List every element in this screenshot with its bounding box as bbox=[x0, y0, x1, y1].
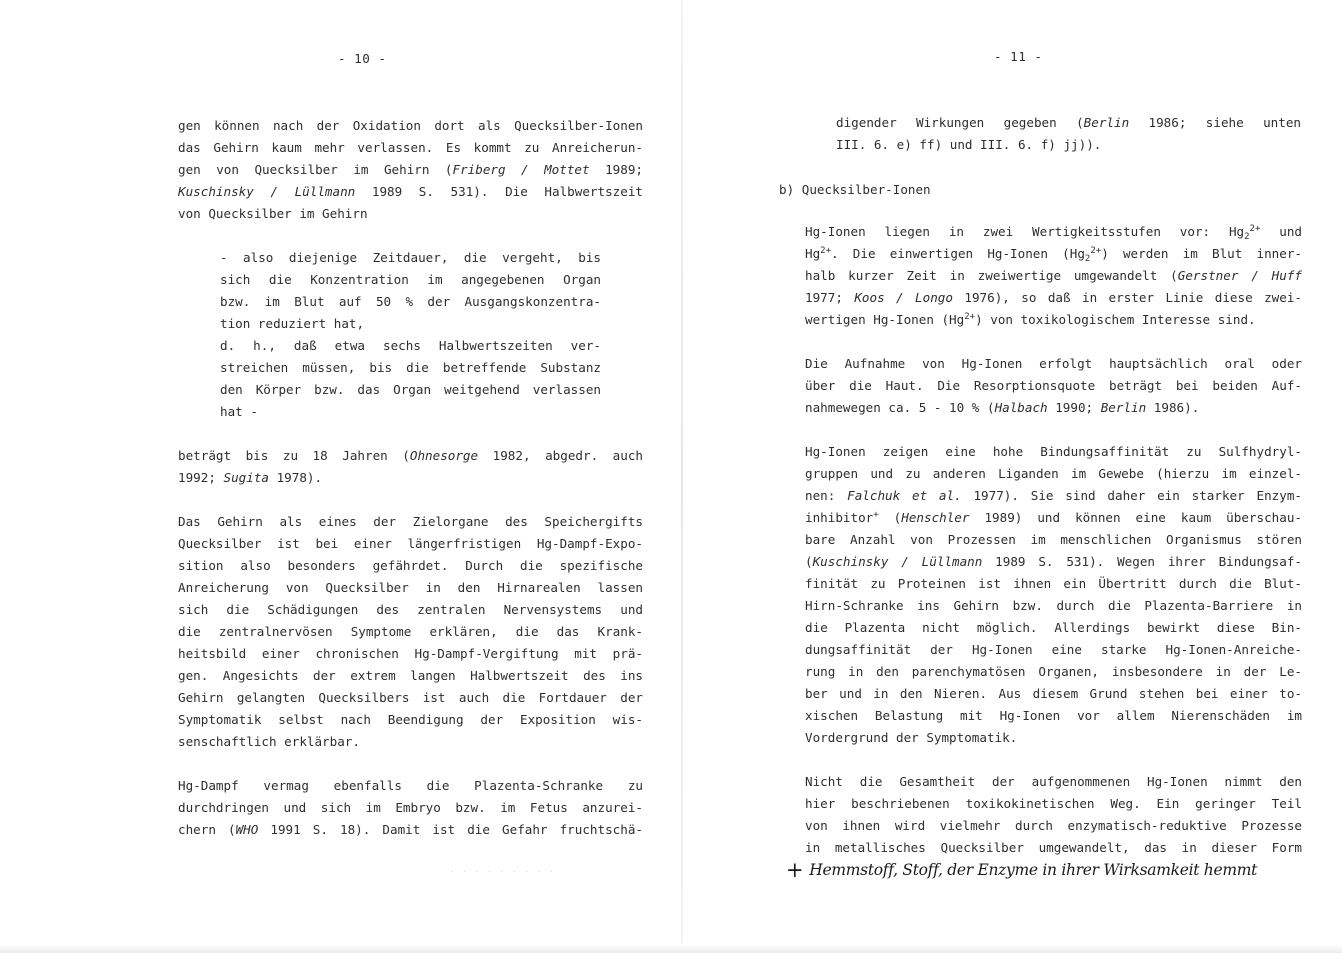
text-line: Kuschinsky / Lüllmann 1989 S. 531). Die Halbwertszeit bbox=[178, 184, 643, 199]
text-line: hier beschriebenen toxikokinetischen Weg. Ein geringer Teil bbox=[805, 796, 1302, 811]
text-line: tion reduziert hat, bbox=[220, 316, 365, 331]
text-line: gen. Angesichts der extrem langen Halbwertszeit des ins bbox=[178, 668, 643, 683]
text-line: nahmewegen ca. 5 - 10 % (Halbach 1990; Berlin 1986). bbox=[805, 400, 1200, 415]
text-line: inhibitor+ (Henschler 1989) und können eine kaum überschau- bbox=[805, 510, 1302, 525]
text-line: digender Wirkungen gegeben (Berlin 1986; siehe unten bbox=[836, 115, 1301, 130]
text-line: streichen müssen, bis die betreffende Substanz bbox=[220, 360, 601, 375]
text-line: sich die Schädigungen des zentralen Nervensystems und bbox=[178, 602, 643, 617]
text-line: bare Anzahl von Prozessen im menschlichen Organismus stören bbox=[805, 532, 1302, 547]
text-line: hat - bbox=[220, 404, 258, 419]
text-line: beträgt bis zu 18 Jahren (Ohnesorge 1982, abgedr. auch bbox=[178, 448, 643, 463]
text-line: III. 6. e) ff) und III. 6. f) jj)). bbox=[836, 137, 1102, 152]
text-line: halb kurzer Zeit in zweiwertige umgewandelt (Gerstner / Huff bbox=[805, 268, 1302, 283]
text-line: wertigen Hg-Ionen $(Hg^{2+})$ von toxikologischem Interesse sind. bbox=[805, 312, 1256, 327]
text-line: Quecksilber ist bei einer längerfristigen Hg-Dampf-Expo- bbox=[178, 536, 643, 551]
text-line: (Kuschinsky / Lüllmann 1989 S. 531). Wegen ihrer Bindungsaf- bbox=[805, 554, 1302, 569]
paragraph-2 bbox=[805, 353, 1302, 419]
left-page-text bbox=[178, 115, 643, 841]
block-quote bbox=[220, 247, 601, 423]
text-line: Hg-Ionen liegen in zwei Wertigkeitsstufen vor: $Hg_2^{2+}$ und bbox=[805, 224, 1302, 242]
paragraph-3 bbox=[805, 441, 1302, 749]
text-line: 1992; Sugita 1978). bbox=[178, 470, 323, 485]
section-heading-wrap bbox=[779, 179, 1179, 201]
right-page-text bbox=[805, 221, 1302, 859]
paragraph-1 bbox=[178, 115, 643, 225]
text-line: Gehirn gelangten Quecksilbers ist auch die Fortdauer der bbox=[178, 690, 643, 705]
page-gutter bbox=[681, 0, 683, 953]
text-line: über die Haut. Die Resorptionsquote beträgt bei beiden Auf- bbox=[805, 378, 1302, 393]
text-line: Hg-Dampf vermag ebenfalls die Plazenta-Schranke zu bbox=[178, 778, 643, 793]
text-line: $Hg^{2+}$. Die einwertigen Hg-Ionen $(Hg_2^{2+})$ werden im Blut inner- bbox=[805, 246, 1303, 264]
text-line: gen können nach der Oxidation dort als Quecksilber-Ionen bbox=[178, 118, 643, 133]
text-line: das Gehirn kaum mehr verlassen. Es kommt zu Anreicherun- bbox=[178, 140, 643, 155]
faint-bleed-through: · · · · · · · · · bbox=[450, 868, 556, 876]
text-line: chern (WHO 1991 S. 18). Damit ist die Gefahr fruchtschä- bbox=[178, 822, 643, 837]
continued-text bbox=[836, 112, 1301, 156]
text-line: gen von Quecksilber im Gehirn (Friberg / Mottet 1989; bbox=[178, 162, 643, 177]
text-line: in metallisches Quecksilber umgewandelt, das in dieser Form bbox=[805, 840, 1302, 855]
handwritten-note: Hemmstoff, Stoff, der Enzyme in ihrer Wirksamkeit hemmt bbox=[809, 861, 1258, 879]
scan-bottom-edge bbox=[0, 944, 1342, 953]
text-line: Vordergrund der Symptomatik. bbox=[805, 730, 1018, 745]
text-line: - also diejenige Zeitdauer, die vergeht, bis bbox=[220, 250, 601, 265]
text-line: finität zu Proteinen ist ihnen ein Übertritt durch die Blut- bbox=[805, 576, 1302, 591]
text-line: von Quecksilber im Gehirn bbox=[178, 206, 368, 221]
text-line: die Plazenta nicht möglich. Allerdings bewirkt diese Bin- bbox=[805, 620, 1302, 635]
text-line: xischen Belastung mit Hg-Ionen vor allem Nierenschäden im bbox=[805, 708, 1302, 723]
page-number-right: - 11 - bbox=[994, 49, 1043, 64]
text-line: dungsaffinität der Hg-Ionen eine starke Hg-Ionen-Anreiche- bbox=[805, 642, 1302, 657]
text-line: sition also besonders gefährdet. Durch die spezifische bbox=[178, 558, 643, 573]
text-line: Hg-Ionen zeigen eine hohe Bindungsaffinität zu Sulfhydryl- bbox=[805, 444, 1302, 459]
page-number-left: - 10 - bbox=[338, 51, 387, 66]
text-line: heitsbild einer chronischen Hg-Dampf-Vergiftung mit prä- bbox=[178, 646, 643, 661]
text-line: gruppen und zu anderen Liganden im Gewebe (hierzu im einzel- bbox=[805, 466, 1302, 481]
text-line: bzw. im Blut auf 50 % der Ausgangskonzentra- bbox=[220, 294, 601, 309]
text-line: senschaftlich erklärbar. bbox=[178, 734, 360, 749]
paragraph-1 bbox=[805, 221, 1302, 331]
text-line: sich die Konzentration im angegebenen Organ bbox=[220, 272, 601, 287]
paragraph-2 bbox=[178, 445, 643, 489]
text-line: die zentralnervösen Symptome erklären, die das Krank- bbox=[178, 624, 643, 639]
text-line: Das Gehirn als eines der Zielorgane des Speichergifts bbox=[178, 514, 643, 529]
handwritten-plus-mark: + bbox=[786, 858, 804, 882]
text-line: nen: Falchuk et al. 1977). Sie sind daher ein starker Enzym- bbox=[805, 488, 1302, 503]
paragraph-3 bbox=[178, 511, 643, 753]
text-line: Hirn-Schranke ins Gehirn bzw. durch die Plazenta-Barriere in bbox=[805, 598, 1302, 613]
text-line: rung in den parenchymatösen Organen, insbesondere in der Le- bbox=[805, 664, 1302, 679]
paragraph-4 bbox=[805, 771, 1302, 859]
text-line: Anreicherung von Quecksilber in den Hirnarealen lassen bbox=[178, 580, 643, 595]
paragraph-4 bbox=[178, 775, 643, 841]
text-line: ber und in den Nieren. Aus diesem Grund stehen bei einer to- bbox=[805, 686, 1302, 701]
text-line: durchdringen und sich im Embryo bzw. im Fetus anzurei- bbox=[178, 800, 643, 815]
section-heading: b) Quecksilber-Ionen bbox=[779, 182, 931, 197]
text-line: Nicht die Gesamtheit der aufgenommenen Hg-Ionen nimmt den bbox=[805, 774, 1302, 789]
text-line: von ihnen wird vielmehr durch enzymatisch-reduktive Prozesse bbox=[805, 818, 1302, 833]
text-line: 1977; Koos / Longo 1976), so daß in erster Linie diese zwei- bbox=[805, 290, 1302, 305]
text-line: d. h., daß etwa sechs Halbwertszeiten ver- bbox=[220, 338, 601, 353]
text-line: den Körper bzw. das Organ weitgehend verlassen bbox=[220, 382, 601, 397]
footnote-mark: + bbox=[873, 510, 879, 520]
text-line: Die Aufnahme von Hg-Ionen erfolgt hauptsächlich oral oder bbox=[805, 356, 1302, 371]
handwritten-footnote bbox=[786, 858, 1258, 882]
text-line: Symptomatik selbst nach Beendigung der Exposition wis- bbox=[178, 712, 643, 727]
